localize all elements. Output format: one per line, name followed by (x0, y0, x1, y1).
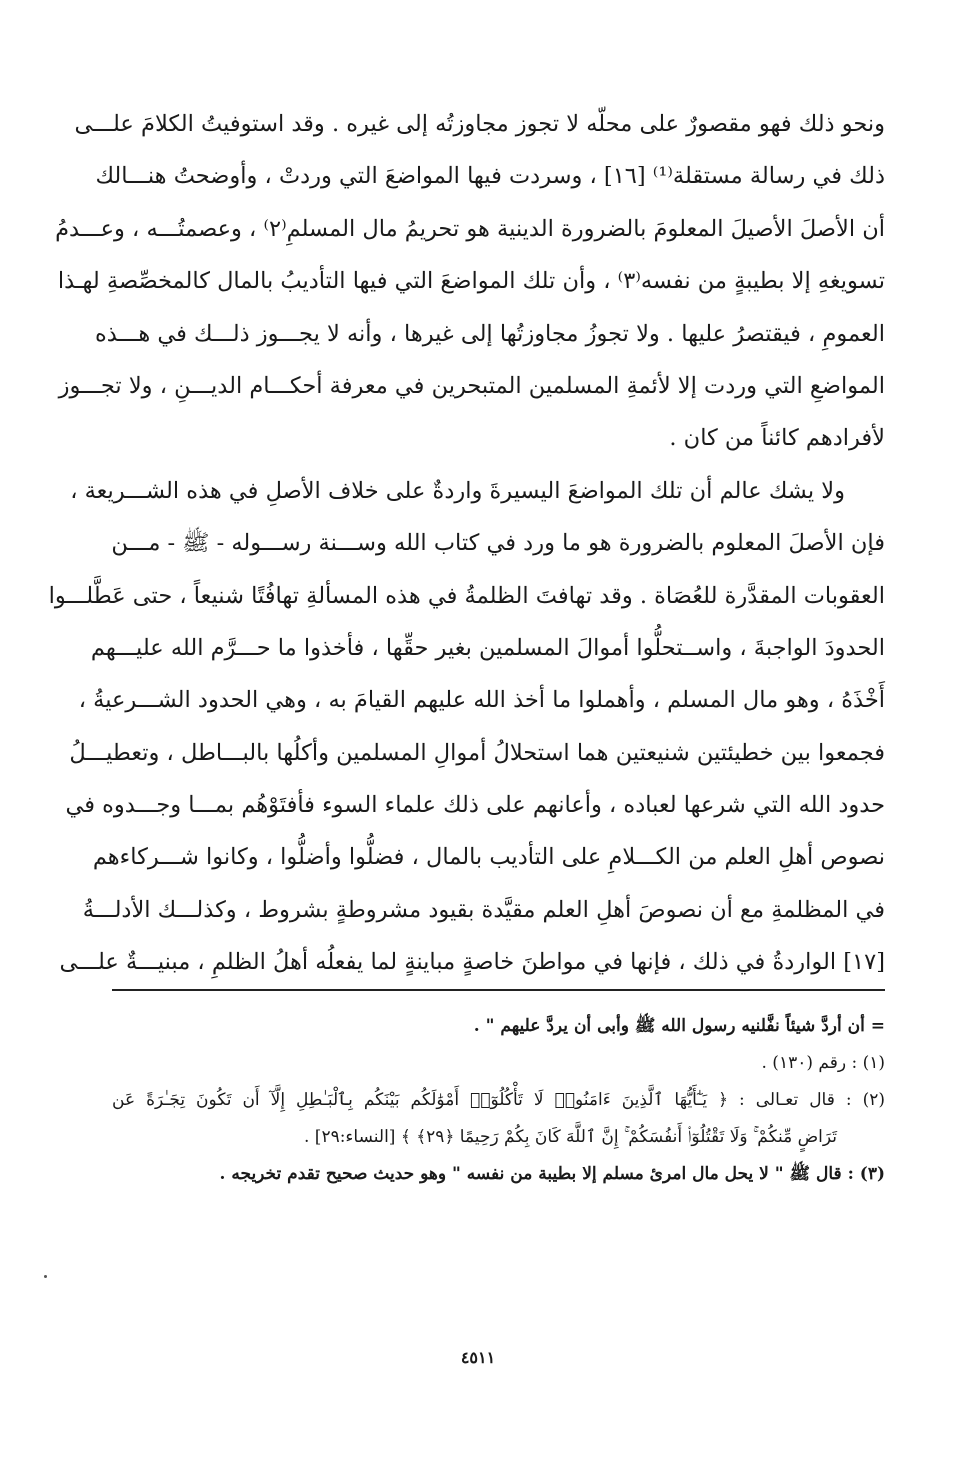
scan-speck (44, 1275, 47, 1278)
text-line: تسويغهِ إلا بطيبةٍ من نفسه⁽٣⁾ ، وأن تلك المواضعَ التي فيها التأديبُ بالمال كالمخصِّصةِ لهـذا (57, 268, 885, 295)
text-line: العمومِ ، فيقتصرُ عليها . ولا تجوزُ مجاوزتُها إلى غيرها ، وأنه لا يجـــوز ذلـــك في هـــذه (94, 320, 885, 347)
footnote-3: (٣) : قال ﷺ " لا يحل مال امرئ مسلم إلا بطيبة من نفسه " وهو حديث صحيح تقدم تخريجه . (219, 1164, 885, 1184)
main-text (48, 98, 885, 989)
footnote-separator (112, 989, 885, 991)
text-line: ذلك في رسالة مستقلة⁽¹⁾ [١٦] ، وسردت فيها المواضعَ التي وردتْ ، وأوضحتُ هنـــالك (95, 163, 885, 190)
footnote-continuation: = أن أردَّ شيئاً نفَّلنيه رسول الله ﷺ وأبى أن يردَّ عليهم " . (473, 1016, 885, 1036)
text-line: في المظلمةِ مع أن نصوصَ أهلِ العلم مقيَّدة بقيود مشروطةٍ بشروط ، وكذلـــك الأدلـــةُ (82, 896, 885, 923)
text-line: فإن الأصلَ المعلوم بالضرورة هو ما ورد في كتاب الله وســـنة رســـوله - ﷺ - مـــن (111, 530, 885, 557)
footnotes (112, 1008, 885, 1193)
text-line: لأفرادهم كائناً من كان . (669, 425, 885, 452)
text-line: ونحو ذلك فهو مقصورٌ على محلّه لا تجوز مجاوزتُه إلى غيره . وقد استوفيتُ الكلامَ علـــى (74, 111, 885, 137)
footnote-2: (٢) : قال تعـالى : ﴿ يَـٰٓأَيُّهَا ٱلَّذِينَ ءَامَنُوا۟ لَا تَأْكُلُوٓا۟ أَمْوَٰلَكُم بَيْنَكُم بِٱلْبَـٰطِلِ إِلَّآ أَن تَكُونَ تِجَـٰرَةً عَن (112, 1090, 885, 1110)
text-line: حدود الله التي شرعها لعباده ، وأعانهم على ذلك علماء السوء فأفتَوْهُم بمـــا وجـــدوه في (65, 792, 885, 819)
text-line: [١٧] الواردةُ في ذلك ، فإنها في مواطنَ خاصةٍ مباينةٍ لما يفعلُه أهلُ الظلمِ ، مبنيـــةٌ علـــى (59, 949, 885, 976)
footnote-2-continued: تَرَاضٍ مِّنكُمْ ۚ وَلَا تَقْتُلُوٓا۟ أَنفُسَكُمْ ۚ إِنَّ ٱللَّهَ كَانَ بِكُمْ رَحِيمًا ﴿٢٩﴾ ﴾ [النساء:٢٩] . (303, 1127, 837, 1147)
footnote-1: (١) : رقم (١٣٠) . (761, 1053, 885, 1073)
text-line: فجمعوا بين خطيئتين شنيعتين هما استحلالُ أموالِ المسلمين وأكلُها بالبـــاطل ، وتعطيـــلُ (69, 739, 885, 766)
text-line: أَخْذَهُ ، وهو مال المسلم ، وأهملوا ما أخذ الله عليهم القيامَ به ، وهي الحدود الشـــرعيةُ ، (78, 687, 885, 714)
text-line: ولا يشك عالم أن تلك المواضعَ اليسيرةَ واردةٌ على خلاف الأصلِ في هذه الشـــريعة ، (70, 477, 845, 504)
text-line: نصوص أهلِ العلم من الكـــلامِ على التأديب بالمال ، فضلُّوا وأضلُّوا ، وكانوا شـــركاءهم (92, 844, 885, 871)
text-line: الحدودَ الواجبةَ ، واســتحلُّوا أموالَ المسلمين بغير حقِّها ، فأخذوا ما حـــرَّم الله عليـــهم (90, 634, 885, 661)
text-line: العقوبات المقدَّرة للعُصَاة . وقد تهافتَ الظلمةُ في هذه المسألةِ تهافُتًا شنيعاً ، حتى عَطَّلـــوا (48, 582, 885, 609)
text-line: أن الأصلَ الأصيلَ المعلومَ بالضرورة الدينية هو تحريمُ مال المسلمِ⁽٢⁾ ، وعصمتُـــه ، وعـــدمُ (55, 215, 885, 242)
page-number: ٤٥١١ (460, 1348, 496, 1367)
text-line: المواضعِ التي وردت إلا لأئمةِ المسلمين المتبحرين في معرفة أحكـــام الديـــنِ ، ولا تجـــوز (58, 372, 885, 399)
